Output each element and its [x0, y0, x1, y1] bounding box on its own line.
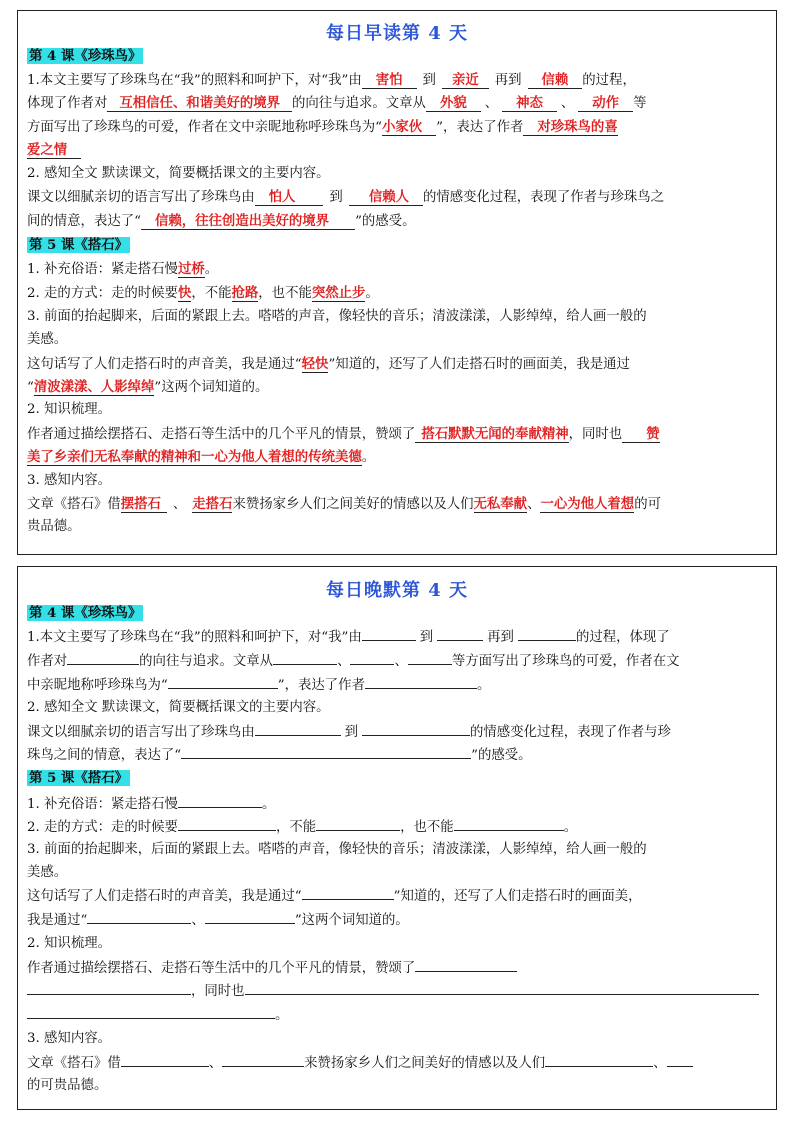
text: 文章《搭石》借 [27, 1056, 121, 1071]
text: 、 [208, 1056, 223, 1071]
fill-blank[interactable] [87, 909, 191, 924]
q2-heading: 2. 感知全文 默读课文，简要概括课文的主要内容。 [27, 700, 330, 715]
text: ，不能 [275, 820, 317, 835]
q2-line-2 [27, 210, 415, 233]
fill-blank[interactable] [408, 650, 452, 665]
q1-line-2 [27, 650, 680, 673]
q5-3-line-2: 美感。 [27, 865, 68, 880]
text: ，也不能 [400, 820, 454, 835]
text: 1.本文主要写了珍珠鸟在“我”的照料和呵护下，对“我”由 [27, 73, 362, 88]
q5-4-heading: 2. 知识梳理。 [27, 936, 111, 951]
text: 作者对 [27, 654, 68, 669]
text: 。 [361, 450, 376, 465]
text: ”，表达了作者 [436, 120, 524, 135]
answer: 互相信任、和谐美好的境界 [107, 95, 292, 112]
answer: 赞 [622, 426, 659, 443]
q5-5-line-1 [27, 493, 661, 516]
lesson-5-heading [27, 234, 130, 257]
fill-blank[interactable] [545, 1052, 653, 1067]
q5-5-line-1 [27, 1052, 693, 1075]
text: 珠鸟之间的情意，表达了“ [27, 748, 182, 763]
text: ”这两个词知道的。 [294, 913, 409, 928]
answer: 害怕 [362, 72, 417, 89]
text: 等 [633, 96, 647, 111]
text: 1. 补充俗语：紧走搭石慢 [27, 797, 178, 812]
answer: 信赖人 [349, 189, 423, 206]
text: 课文以细腻亲切的语言写出了珍珠鸟由 [27, 725, 255, 740]
answer: 快 [177, 285, 192, 301]
text: ”的感受。 [355, 214, 416, 229]
q5-4-line-2 [27, 980, 759, 1003]
answer: 信赖，往往创造出美好的境界 [141, 213, 355, 230]
answer: 亲近 [442, 72, 489, 89]
text: ，同时也 [191, 984, 245, 999]
text: 。 [563, 820, 578, 835]
text: 、 [527, 497, 541, 512]
text: “ [27, 380, 34, 395]
text: 方面写出了珍珠鸟的可爱，作者在文中亲昵地称呼珍珠鸟为“ [27, 120, 382, 135]
answer: 美了乡亲们无私奉献的精神和一心为他人着想的传统美德 [27, 449, 362, 465]
answer: 信赖 [528, 72, 583, 89]
fill-blank[interactable] [121, 1052, 209, 1067]
q5-1 [27, 793, 275, 816]
q1-line-1 [27, 626, 670, 649]
answer: 抢路 [231, 285, 259, 301]
text: 这句话写了人们走搭石时的声音美，我是通过“ [27, 889, 302, 904]
fill-blank[interactable] [178, 816, 276, 831]
answer: 摆搭石 [121, 496, 167, 513]
text: 作者通过描绘摆搭石、走搭石等生活中的几个平凡的情景，赞颂了 [27, 427, 416, 442]
text: 。 [275, 1008, 289, 1023]
fill-blank[interactable] [362, 721, 470, 736]
q5-2 [27, 282, 379, 305]
text: ”知道的，还写了人们走搭石时的画面美， [393, 889, 642, 904]
text: 来赞扬家乡人们之间美好的情感以及人们 [304, 1056, 546, 1071]
fill-blank[interactable] [437, 626, 483, 641]
text: 的过程，体现了 [575, 630, 670, 645]
q5-3-line-4 [27, 909, 409, 932]
fill-blank[interactable] [273, 650, 337, 665]
text: ，不能 [191, 286, 232, 301]
q2-line-2 [27, 744, 532, 767]
fill-blank[interactable] [181, 744, 471, 759]
fill-blank[interactable] [222, 1052, 304, 1067]
text: 、 [394, 654, 408, 669]
answer: 无私奉献 [473, 496, 528, 512]
text: 的过程， [582, 73, 636, 88]
text: 、 [191, 913, 205, 928]
text: 等方面写出了珍珠鸟的可爱，作者在文 [451, 654, 680, 669]
answer: 小家伙 [382, 119, 436, 136]
answer: 轻快 [301, 356, 329, 372]
text: 我是通过“ [27, 913, 88, 928]
q5-4-line-2 [27, 446, 375, 469]
lesson-label: 第 5 课《搭石》 [29, 770, 128, 786]
text: 中亲昵地称呼珍珠鸟为“ [27, 678, 168, 693]
text: 。 [261, 797, 276, 812]
text: 2. 走的方式：走的时候要 [27, 286, 178, 301]
text: 1. 补充俗语：紧走搭石慢 [27, 262, 178, 277]
lesson-4-heading [27, 45, 143, 68]
answer: 过桥 [177, 261, 205, 277]
q5-5-line-2: 贵品德。 [27, 519, 81, 534]
fill-blank[interactable] [365, 674, 477, 689]
fill-blank[interactable] [178, 793, 262, 808]
answer: 对珍珠鸟的喜 [523, 119, 617, 136]
text: 2. 走的方式：走的时候要 [27, 820, 178, 835]
q2-line-1 [27, 186, 664, 209]
answer: 怕人 [255, 189, 324, 206]
text: ，同时也 [568, 427, 623, 442]
text: 到 [422, 73, 436, 88]
fill-blank[interactable] [67, 650, 139, 665]
answer: 搭石默默无闻的奉献精神 [415, 426, 568, 443]
answer: 清波漾漾、人影绰绰 [33, 379, 155, 395]
text: 。 [365, 286, 379, 301]
q5-4-line-1 [27, 423, 660, 446]
answer: 走搭石 [192, 496, 233, 512]
q1-line-3 [27, 116, 618, 139]
text: 的可 [634, 497, 661, 512]
answer: 突然止步 [311, 285, 366, 301]
fill-blank[interactable] [205, 909, 295, 924]
fill-blank[interactable] [27, 1004, 275, 1019]
fill-blank[interactable] [667, 1052, 693, 1067]
lesson-label: 第 4 课《珍珠鸟》 [29, 605, 142, 621]
page-title: 每日晚默第 4 天 [325, 580, 469, 601]
q2-line-1 [27, 721, 671, 744]
text: 、 [560, 96, 575, 111]
q5-4-line-1 [27, 957, 517, 980]
q1-line-2 [27, 92, 646, 115]
fill-blank[interactable] [518, 626, 576, 641]
fill-blank[interactable] [350, 650, 394, 665]
page-title: 每日早读第 4 天 [325, 23, 469, 44]
text: ”知道的，还写了人们走搭石时的画面美，我是通过 [328, 357, 630, 372]
q5-3-line-3 [27, 353, 630, 376]
text: 再到 [487, 630, 514, 645]
text: 体现了作者对 [27, 96, 108, 111]
lesson-5-heading [27, 767, 130, 790]
q5-5-heading: 3. 感知内容。 [27, 1031, 111, 1046]
text: ”的感受。 [471, 748, 532, 763]
text: 到 [419, 630, 434, 645]
text: ，也不能 [258, 286, 312, 301]
text: 作者通过描绘摆搭石、走搭石等生活中的几个平凡的情景，赞颂了 [27, 961, 416, 976]
text: 这句话写了人们走搭石时的声音美，我是通过“ [27, 357, 302, 372]
fill-blank[interactable] [454, 816, 564, 831]
lesson-label: 第 5 课《搭石》 [29, 237, 128, 253]
q1-line-4 [27, 139, 81, 162]
text: ”这两个词知道的。 [154, 380, 269, 395]
text: 的向往与追求。文章从 [139, 654, 274, 669]
text: 的情感变化过程，表现了作者与珍珠鸟之 [422, 190, 665, 205]
fill-blank[interactable] [27, 980, 191, 995]
q5-4-line-3 [27, 1004, 288, 1027]
q5-4-heading: 2. 知识梳理。 [27, 402, 111, 417]
text: 、 [337, 654, 351, 669]
q5-3-line-4 [27, 376, 268, 399]
evening-dictation-panel [17, 566, 777, 1110]
q1-line-3 [27, 674, 490, 697]
q5-2 [27, 816, 577, 839]
q5-3-line-1: 3. 前面的抬起脚来，后面的紧跟上去。嗒嗒的声音，像轻快的音乐；清波漾漾，人影绰绰，给人画一般的 [27, 842, 647, 857]
answer: 神态 [502, 95, 557, 112]
q5-5-heading: 3. 感知内容。 [27, 473, 111, 488]
text: 、 [172, 497, 187, 512]
fill-blank[interactable] [255, 721, 341, 736]
text: 的向往与追求。文章从 [292, 96, 426, 111]
fill-blank[interactable] [245, 980, 759, 995]
q5-3-line-1: 3. 前面的抬起脚来，后面的紧跟上去。嗒嗒的声音，像轻快的音乐；清波漾漾，人影绰绰，给人画一般的 [27, 309, 647, 324]
answer: 爱之情 [27, 142, 81, 159]
q5-3-line-2: 美感。 [27, 332, 68, 347]
text: 到 [329, 190, 343, 205]
text: 间的情意，表达了“ [27, 214, 141, 229]
answer: 一心为他人着想 [540, 496, 635, 512]
fill-blank[interactable] [415, 957, 517, 972]
text: 课文以细腻亲切的语言写出了珍珠鸟由 [27, 190, 255, 205]
morning-reading-panel [17, 10, 777, 555]
q5-3-line-3 [27, 885, 642, 908]
fill-blank[interactable] [302, 885, 394, 900]
text: 来赞扬家乡人们之间美好的情感以及人们 [232, 497, 474, 512]
text: 的情感变化过程，表现了作者与珍 [470, 725, 671, 740]
q5-1 [27, 258, 218, 281]
text: 、 [653, 1056, 667, 1071]
answer: 动作 [578, 95, 633, 112]
text: 1.本文主要写了珍珠鸟在“我”的照料和呵护下，对“我”由 [27, 630, 362, 645]
q5-5-line-2: 的可贵品德。 [27, 1078, 108, 1093]
answer: 外貌 [426, 95, 481, 112]
text: 。 [204, 262, 219, 277]
text: 文章《搭石》借 [27, 497, 121, 512]
text: 再到 [494, 73, 522, 88]
lesson-label: 第 4 课《珍珠鸟》 [29, 48, 142, 64]
text: 到 [344, 725, 359, 740]
lesson-4-heading [27, 602, 143, 625]
text: 、 [484, 96, 499, 111]
q2-heading: 2. 感知全文 默读课文，简要概括课文的主要内容。 [27, 166, 330, 181]
q1-line-1 [27, 69, 636, 92]
fill-blank[interactable] [362, 626, 416, 641]
fill-blank[interactable] [168, 674, 278, 689]
text: 。 [476, 678, 491, 693]
text: ”，表达了作者 [277, 678, 365, 693]
fill-blank[interactable] [316, 816, 400, 831]
